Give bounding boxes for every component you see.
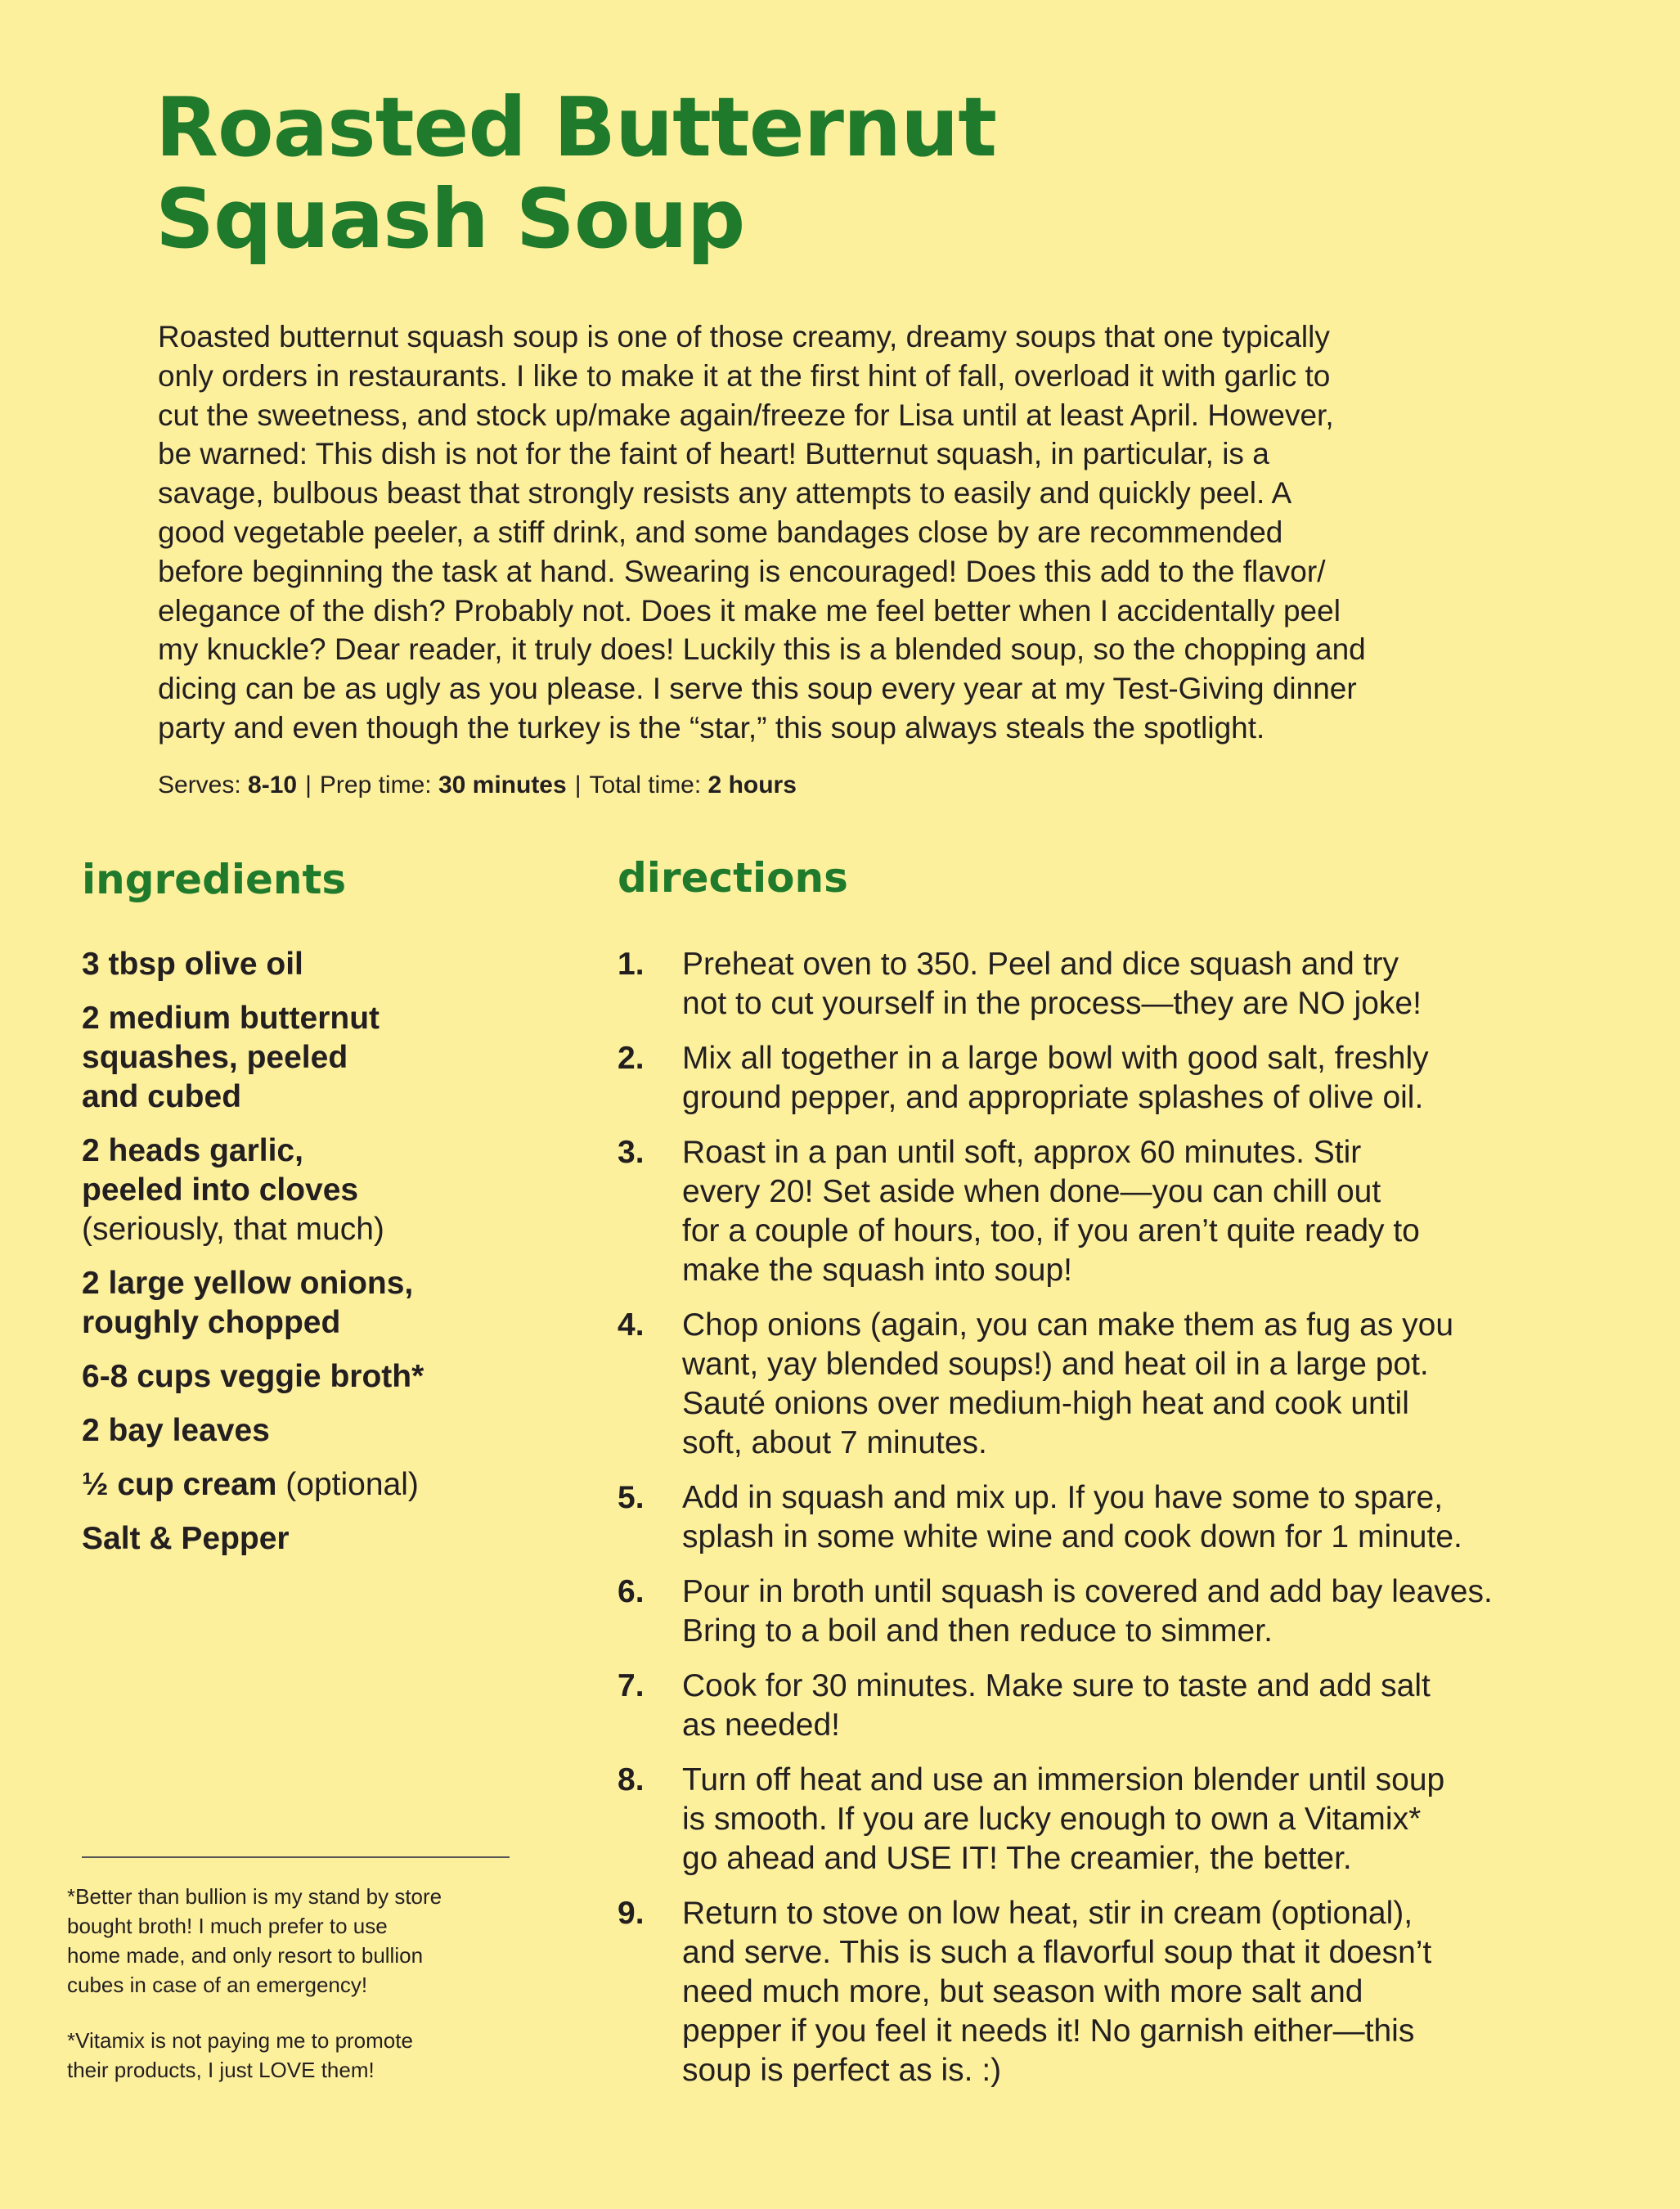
step-text-line: Chop onions (again, you can make them as fug as you: [682, 1307, 1454, 1343]
step-text-line: splash in some white wine and cook down for 1 minute.: [682, 1519, 1462, 1554]
ingredient-text: 6-8 cups veggie broth*: [82, 1359, 424, 1394]
ingredient-text: and cubed: [82, 1079, 242, 1114]
ingredient-text: Salt & Pepper: [82, 1521, 290, 1556]
recipe-meta: [158, 769, 797, 802]
footnote-line: home made, and only resort to bullion: [67, 1943, 424, 1968]
ingredient-item: [82, 1411, 540, 1451]
step-number: 1.: [618, 947, 645, 982]
step-text-line: every 20! Set aside when done—you can chill out: [682, 1174, 1381, 1209]
recipe-title: [155, 79, 1382, 267]
footnote-line: *Better than bullion is my stand by store: [67, 1884, 442, 1909]
ingredient-text: roughly chopped: [82, 1305, 341, 1340]
step-text-line: make the squash into soup!: [682, 1253, 1072, 1288]
ingredient-line: [82, 999, 540, 1038]
intro-line: good vegetable peeler, a stiff drink, and some bandages close by are recommended: [158, 515, 1283, 549]
intro-line: elegance of the dish? Probably not. Does it make me feel better when I accidentally peel: [158, 593, 1341, 628]
step-text-line: as needed!: [682, 1707, 841, 1743]
step-text-line: Mix all together in a large bowl with good salt, freshly: [682, 1041, 1429, 1076]
serves-value: 8-10: [248, 772, 298, 799]
meta-separator: |: [305, 772, 312, 799]
step-text-line: soft, about 7 minutes.: [682, 1425, 987, 1460]
ingredient-line: [82, 1038, 540, 1078]
intro-line: savage, bulbous beast that strongly resists any attempts to easily and quickly peel. A: [158, 476, 1292, 511]
ingredients-heading: ingredients: [82, 856, 347, 903]
ingredient-line: [82, 1465, 540, 1505]
step-text-line: soup is perfect as is. :): [682, 2053, 1002, 2088]
prep-time-value: 30 minutes: [438, 772, 567, 799]
step-number: 6.: [618, 1574, 645, 1609]
prep-time-label: Prep time:: [319, 772, 438, 799]
step-number: 5.: [618, 1480, 645, 1515]
ingredients-list: [82, 945, 540, 1573]
footnotes: [67, 1882, 525, 2111]
intro-line: be warned: This dish is not for the faint of heart! Butternut squash, in particular, is a: [158, 437, 1269, 471]
directions-list: [618, 945, 1566, 2106]
step-text-line: Add in squash and mix up. If you have some to spare,: [682, 1480, 1444, 1515]
directions-heading: directions: [618, 854, 848, 902]
footnote-line: cubes in case of an emergency!: [67, 1973, 368, 1997]
ingredient-line: [82, 1131, 540, 1171]
step-number: 3.: [618, 1135, 645, 1170]
step-text-line: Sauté onions over medium-high heat and cook until: [682, 1386, 1409, 1421]
step-text-line: Bring to a boil and then reduce to simmer.: [682, 1613, 1273, 1649]
direction-step: [618, 1894, 1566, 2090]
ingredient-line: [82, 1519, 540, 1559]
step-text-line: go ahead and USE IT! The creamier, the better.: [682, 1841, 1352, 1876]
step-text-line: ground pepper, and appropriate splashes of olive oil.: [682, 1080, 1424, 1115]
ingredient-text: 2 heads garlic,: [82, 1133, 303, 1168]
direction-step: [618, 1478, 1566, 1557]
step-text-line: for a couple of hours, too, if you aren’t quite ready to: [682, 1213, 1420, 1248]
intro-line: Roasted butternut squash soup is one of those creamy, dreamy soups that one typically: [158, 320, 1330, 353]
direction-step: [618, 1761, 1566, 1878]
footnote: [67, 1882, 525, 2000]
direction-step: [618, 1133, 1566, 1290]
ingredient-line: [82, 1078, 540, 1117]
recipe-title-line-2: Squash Soup: [155, 171, 745, 267]
ingredient-line: [82, 1411, 540, 1451]
ingredient-note: (seriously, that much): [82, 1212, 384, 1247]
direction-step: [618, 945, 1566, 1024]
total-time-label: Total time:: [589, 772, 708, 799]
step-text-line: not to cut yourself in the process—they are NO joke!: [682, 986, 1422, 1021]
step-text-line: need much more, but season with more salt and: [682, 1974, 1363, 2009]
direction-step: [618, 1306, 1566, 1463]
ingredient-line: [82, 1303, 540, 1343]
ingredient-text: 3 tbsp olive oil: [82, 947, 303, 982]
step-text-line: Turn off heat and use an immersion blender until soup: [682, 1762, 1445, 1797]
step-text-line: Cook for 30 minutes. Make sure to taste and add salt: [682, 1668, 1431, 1703]
step-number: 8.: [618, 1762, 645, 1797]
step-number: 9.: [618, 1896, 645, 1931]
direction-step: [618, 1572, 1566, 1651]
step-text-line: Roast in a pan until soft, approx 60 minutes. Stir: [682, 1135, 1362, 1170]
ingredient-item: [82, 1519, 540, 1559]
ingredient-line: [82, 1264, 540, 1303]
step-text-line: and serve. This is such a flavorful soup that it doesn’t: [682, 1935, 1432, 1970]
step-text-line: want, yay blended soups!) and heat oil in a large pot.: [682, 1347, 1429, 1382]
ingredient-text: 2 bay leaves: [82, 1413, 270, 1448]
footnote-line: *Vitamix is not paying me to promote: [67, 2028, 413, 2053]
ingredient-line: [82, 1171, 540, 1210]
intro-line: dicing can be as ugly as you please. I serve this soup every year at my Test-Giving dinner: [158, 672, 1357, 706]
meta-separator: |: [574, 772, 582, 799]
step-text-line: Pour in broth until squash is covered and add bay leaves.: [682, 1574, 1493, 1609]
recipe-title-line-1: Roasted Butternut: [155, 79, 997, 175]
step-text-line: Preheat oven to 350. Peel and dice squash and try: [682, 947, 1399, 982]
direction-step: [618, 1667, 1566, 1745]
intro-line: only orders in restaurants. I like to make it at the first hint of fall, overload it with garlic to: [158, 358, 1331, 393]
ingredient-item: [82, 1357, 540, 1397]
step-number: 7.: [618, 1668, 645, 1703]
ingredient-item: [82, 945, 540, 984]
ingredient-item: [82, 1465, 540, 1505]
step-text-line: Return to stove on low heat, stir in cream (optional),: [682, 1896, 1413, 1931]
ingredient-text: ½ cup cream: [82, 1467, 277, 1502]
ingredient-item: [82, 1264, 540, 1343]
step-number: 4.: [618, 1307, 645, 1343]
intro-line: party and even though the turkey is the “star,” this soup always steals the spotlight.: [158, 710, 1265, 745]
intro-paragraph: [158, 317, 1548, 748]
ingredient-line: [82, 945, 540, 984]
footnote-line: their products, I just LOVE them!: [67, 2058, 375, 2082]
ingredient-text: peeled into cloves: [82, 1172, 359, 1208]
intro-line: my knuckle? Dear reader, it truly does! Luckily this is a blended soup, so the chopping and: [158, 632, 1366, 667]
ingredient-text: 2 large yellow onions,: [82, 1266, 414, 1301]
ingredient-note: (optional): [276, 1467, 419, 1502]
intro-line: before beginning the task at hand. Swearing is encouraged! Does this add to the flavor/: [158, 554, 1326, 588]
footnote-divider: [82, 1856, 510, 1858]
footnote-line: bought broth! I much prefer to use: [67, 1914, 388, 1938]
step-text-line: is smooth. If you are lucky enough to own a Vitamix*: [682, 1802, 1422, 1837]
footnote: [67, 2026, 525, 2085]
intro-line: cut the sweetness, and stock up/make again/freeze for Lisa until at least April. However,: [158, 398, 1334, 432]
serves-label: Serves:: [158, 772, 249, 799]
ingredient-line: [82, 1357, 540, 1397]
ingredient-text: squashes, peeled: [82, 1040, 348, 1075]
direction-step: [618, 1039, 1566, 1118]
ingredient-item: [82, 1131, 540, 1249]
total-time-value: 2 hours: [707, 772, 797, 799]
step-text-line: pepper if you feel it needs it! No garnish either—this: [682, 2013, 1415, 2049]
step-number: 2.: [618, 1041, 645, 1076]
ingredient-text: 2 medium butternut: [82, 1001, 380, 1036]
ingredient-item: [82, 999, 540, 1117]
ingredient-line: [82, 1210, 540, 1249]
